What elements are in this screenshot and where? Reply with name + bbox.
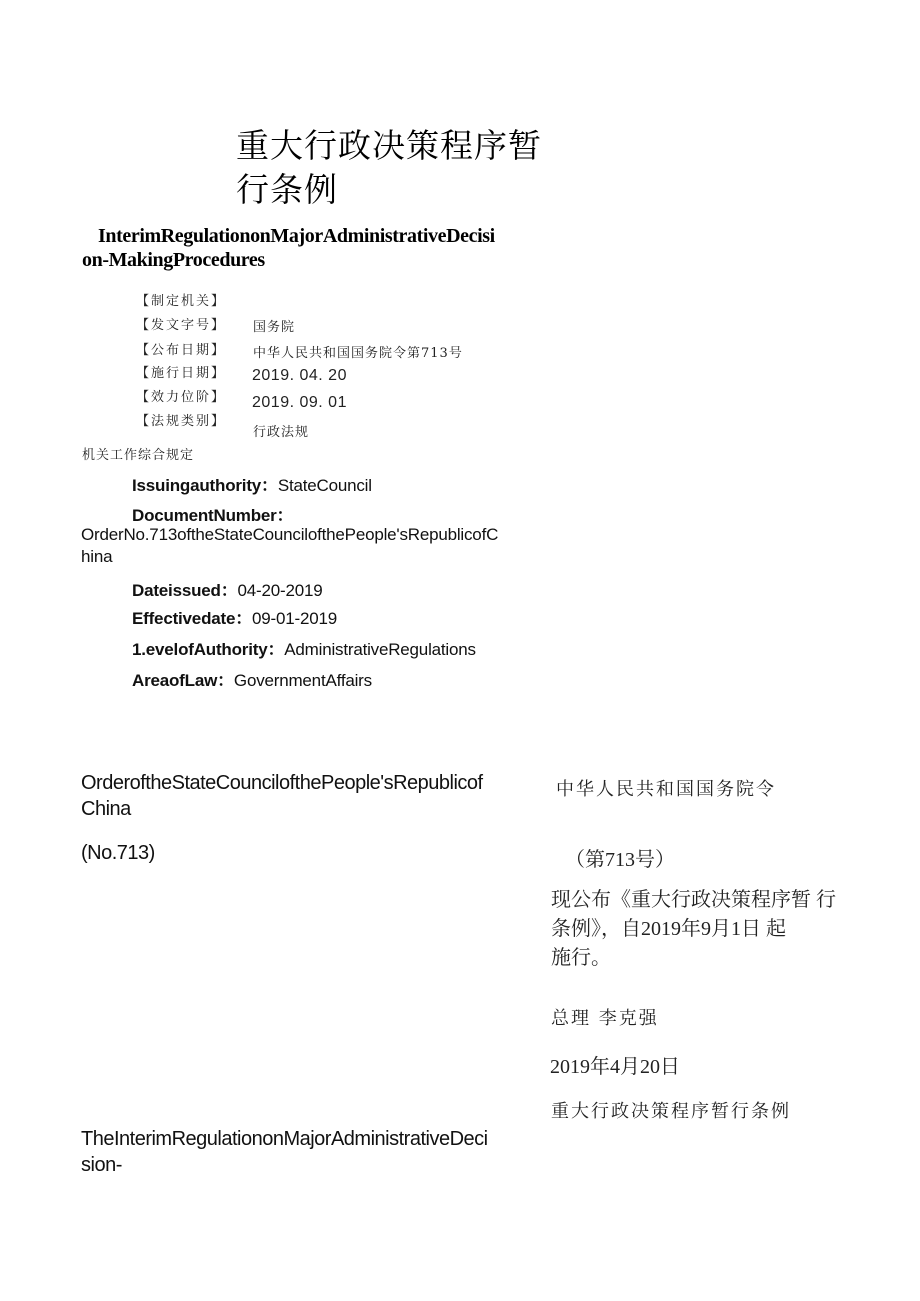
order-cn-reg-title: 重大行政决策程序暂行条例 [551,1101,791,1122]
meta-value-authority: 国务院 [253,320,296,335]
meta-label-date-issued: 【公布日期】 [136,343,227,358]
title-cn-line2: 行条例 [236,170,338,209]
en-area-label: AreaofLaw： [132,671,234,690]
meta-value-doc-number: 中华人民共和国国务院令第713号 [253,346,463,361]
meta-value-category: 机关工作综合规定 [82,448,195,463]
order-cn-body-line2: 条例》，自2019年9月1日 起 [551,918,786,940]
en-level-label: 1.evelofAuthority： [132,640,285,659]
en-level-value: AdministrativeRegulations [284,640,476,659]
en-area [132,666,372,691]
en-docnum-label: DocumentNumber： [132,506,294,525]
meta-label-doc-number: 【发文字号】 [136,318,227,333]
order-cn-date: 2019年4月20日 [550,1056,680,1078]
meta-label-level: 【效力位阶】 [136,390,227,405]
en-dateissued-label: Dateissued： [132,581,238,600]
en-issuing-label: Issuingauthority： [132,476,278,495]
order-cn-signature: 总理 李克强 [551,1008,659,1029]
order-en-title-line1: OrderoftheStateCouncilofthePeople'sRepublicof [81,772,483,794]
en-date-issued [132,576,322,601]
en-dateissued-value: 04-20-2019 [237,581,323,600]
meta-label-category: 【法规类别】 [136,414,227,429]
en-area-value: GovernmentAffairs [233,671,372,690]
en-issuing-authority [132,471,372,496]
order-en-number: (No.713) [81,842,155,864]
meta-value-level: 行政法规 [253,425,310,440]
meta-label-effective-date: 【施行日期】 [136,366,227,381]
order-en-reg-line1: TheInterimRegulationonMajorAdministrativeDeci [81,1128,488,1150]
title-cn-line1: 重大行政决策程序暂 [236,126,542,165]
en-docnum-line1: OrderNo.713oftheStateCouncilofthePeople'sRepublicofC [81,525,499,544]
order-cn-number: （第713号） [565,849,675,871]
en-effective-label: Effectivedate： [132,609,253,628]
meta-value-effective-date: 2019. 09. 01 [252,394,347,411]
order-cn-body-line1: 现公布《重大行政决策程序暂 行 [551,889,836,911]
en-docnum-line2: hina [81,547,113,566]
order-en-title-line2: China [81,798,131,820]
title-en-line2: on-MakingProcedures [82,249,265,271]
order-cn-title: 中华人民共和国国务院令 [556,779,776,800]
en-level [132,635,476,660]
meta-label-authority: 【制定机关】 [136,294,227,309]
order-cn-body-line3: 施行。 [551,947,611,969]
en-effective-value: 09-01-2019 [252,609,337,628]
en-doc-number [132,501,293,526]
title-en-line1: InterimRegulationonMajorAdministrativeDecisi [98,225,495,247]
en-effective-date [132,604,337,629]
meta-value-date-issued: 2019. 04. 20 [252,367,347,384]
order-en-reg-line2: sion- [81,1154,122,1176]
en-issuing-value: StateCouncil [277,476,372,495]
